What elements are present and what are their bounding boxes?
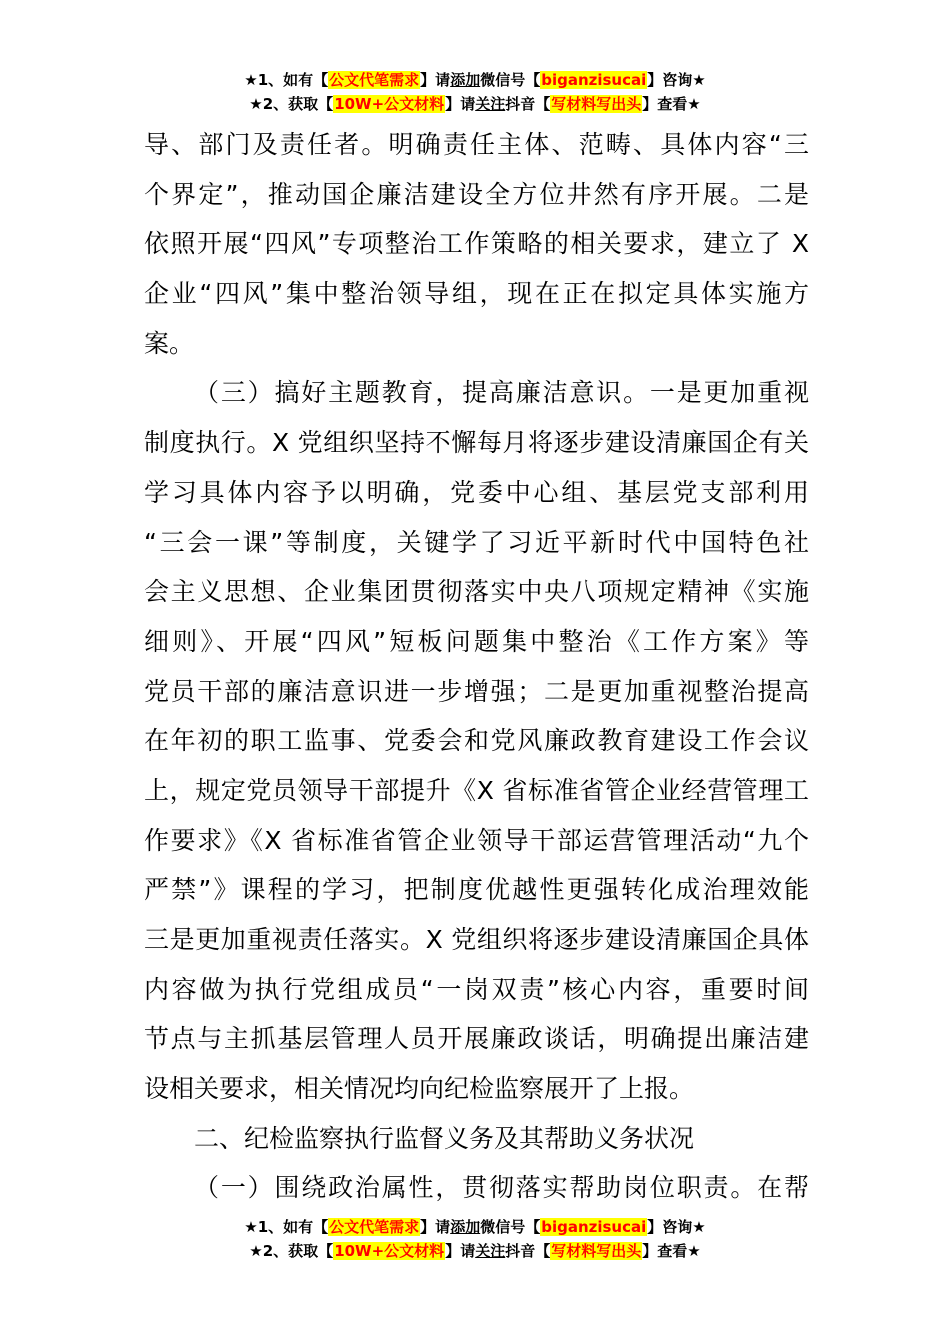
banner-text: 】咨询★ <box>647 1218 706 1236</box>
banner-text: 】请 <box>420 1218 451 1236</box>
banner-text: 】请 <box>420 71 451 89</box>
body-line: 在年初的职工监事、党委会和党风廉政教育建设工作会议 <box>144 726 809 756</box>
highlighted-keyword: 10W+公文材料 <box>334 95 445 113</box>
body-line: 党员干部的廉洁意识进一步增强；二是更加重视整治提高 <box>144 676 809 706</box>
body-line: 个界定”，推动国企廉洁建设全方位井然有序开展。二是 <box>144 179 809 209</box>
body-line: 上，规定党员领导干部提升《X 省标准省管企业经营管理工 <box>144 775 809 805</box>
body-line: 设相关要求，相关情况均向纪检监察展开了上报。 <box>144 1074 695 1104</box>
header-banner-line-2 <box>0 92 950 116</box>
banner-text: 抖音【 <box>505 1242 551 1260</box>
underlined-keyword: 关注 <box>475 1242 506 1260</box>
header-banner <box>0 68 950 116</box>
highlighted-keyword: biganzisucai <box>541 1218 647 1236</box>
header-banner-line-1 <box>0 68 950 92</box>
highlighted-keyword: 写材料写出头 <box>551 1242 642 1260</box>
body-line: 制度执行。X 党组织坚持不懈每月将逐步建设清廉国企有关 <box>144 428 809 458</box>
body-line: 依照开展“四风”专项整治工作策略的相关要求，建立了 X <box>144 229 809 259</box>
highlighted-keyword: biganzisucai <box>541 71 647 89</box>
body-line: 细则》、开展“四风”短板问题集中整治《工作方案》等 <box>144 626 809 656</box>
body-line: 作要求》《X 省标准省管企业领导干部运营管理活动“九个 <box>144 825 809 855</box>
banner-text: 】查看★ <box>642 1242 701 1260</box>
body-line: 导、部门及责任者。明确责任主体、范畴、具体内容“三 <box>144 130 809 159</box>
section-heading: 二、纪检监察执行监督义务及其帮助义务状况 <box>194 1123 695 1153</box>
body-line: 节点与主抓基层管理人员开展廉政谈话，明确提出廉洁建 <box>144 1024 809 1054</box>
footer-banner <box>0 1215 950 1263</box>
highlighted-keyword: 写材料写出头 <box>551 95 642 113</box>
highlighted-keyword: 公文代笔需求 <box>329 1218 420 1236</box>
underlined-keyword: 关注 <box>475 95 506 113</box>
highlighted-keyword: 10W+公文材料 <box>334 1242 445 1260</box>
underlined-keyword: 添加 <box>450 1218 481 1236</box>
banner-text: 抖音【 <box>505 95 551 113</box>
banner-text: 微信号【 <box>480 1218 541 1236</box>
footer-banner-line-2 <box>0 1239 950 1263</box>
banner-text: 】请 <box>445 1242 476 1260</box>
body-line: 会主义思想、企业集团贯彻落实中央八项规定精神《实施 <box>144 577 809 607</box>
highlighted-keyword: 公文代笔需求 <box>329 71 420 89</box>
underlined-keyword: 添加 <box>450 71 481 89</box>
footer-banner-line-1 <box>0 1215 950 1239</box>
body-line: 三是更加重视责任落实。X 党组织将逐步建设清廉国企具体 <box>144 925 809 954</box>
banner-text: 】请 <box>445 95 476 113</box>
body-line: 案。 <box>144 328 195 358</box>
section-heading-line: （三）搞好主题教育，提高廉洁意识。一是更加重视 <box>194 378 809 408</box>
banner-text: 】查看★ <box>642 95 701 113</box>
body-line: 学习具体内容予以明确，党委中心组、基层党支部利用 <box>144 477 809 507</box>
banner-text: ★2、获取【 <box>249 95 334 113</box>
banner-text: ★1、如有【 <box>244 1218 329 1236</box>
body-line: 严禁”》课程的学习，把制度优越性更强转化成治理效能 <box>144 875 809 905</box>
body-line: “三会一课”等制度，关键学了习近平新时代中国特色社 <box>144 527 809 557</box>
body-line: 内容做为执行党组成员“一岗双责”核心内容，重要时间 <box>144 974 809 1004</box>
banner-text: ★2、获取【 <box>249 1242 334 1260</box>
banner-text: ★1、如有【 <box>244 71 329 89</box>
banner-text: 】咨询★ <box>647 71 706 89</box>
subsection-heading-line: （一）围绕政治属性，贯彻落实帮助岗位职责。在帮 <box>194 1173 809 1203</box>
body-line: 企业“四风”集中整治领导组，现在正在拟定具体实施方 <box>144 279 809 309</box>
banner-text: 微信号【 <box>480 71 541 89</box>
document-body <box>144 120 809 1213</box>
